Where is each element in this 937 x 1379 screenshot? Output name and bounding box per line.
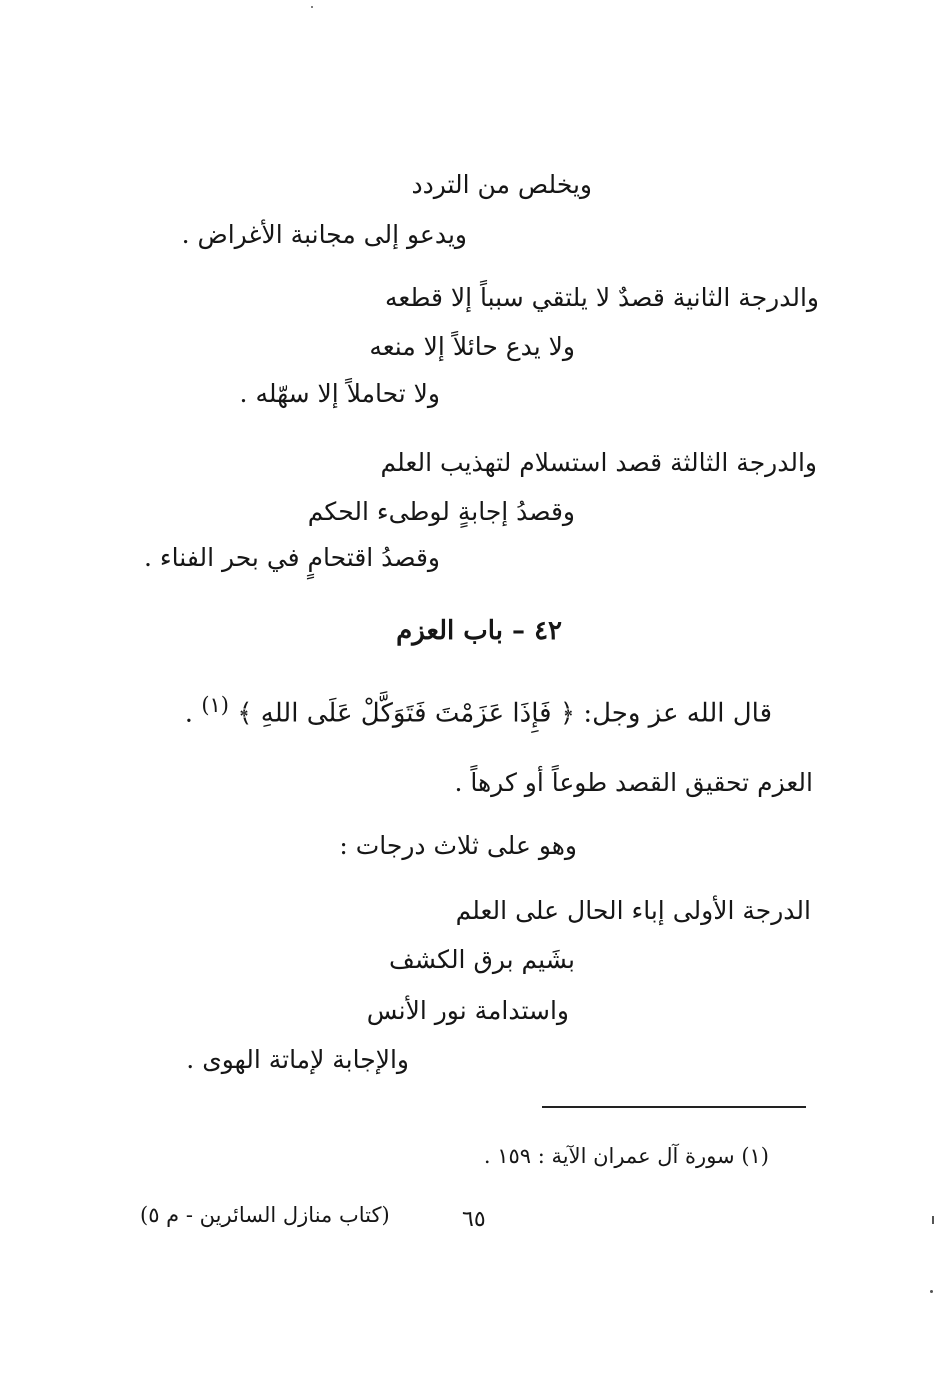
chapter-number: ٤٢ <box>534 616 562 646</box>
chapter-heading <box>396 618 562 644</box>
book-reference: (كتاب منازل السائرين - م ٥) <box>140 1203 390 1227</box>
verse-end: . <box>184 698 194 729</box>
degrees-intro: وهو على ثلاث درجات : <box>339 831 577 860</box>
scan-speck <box>311 6 313 8</box>
footnote-divider <box>542 1106 806 1108</box>
text-line: والإجابة لإماتة الهوى . <box>186 1045 409 1074</box>
text-line: والدرجة الثالثة قصد استسلام لتهذيب العلم <box>380 448 817 477</box>
scan-speck <box>932 1216 934 1224</box>
scan-speck <box>930 1290 933 1293</box>
text-line: بشَيم برق الكشف <box>388 945 575 974</box>
text-line: الدرجة الأولى إباء الحال على العلم <box>455 896 811 925</box>
verse-intro: قال الله عز وجل: <box>583 698 772 729</box>
text-line: ولا يدع حائلاً إلا منعه <box>369 332 575 361</box>
chapter-title: باب العزم <box>396 616 503 646</box>
footnote-marker: (١) <box>201 693 229 717</box>
text-line: ويدعو إلى مجانبة الأغراض . <box>181 220 467 249</box>
text-line: وقصدُ اقتحامٍ في بحر الفناء . <box>144 543 440 572</box>
verse-text: ﴿ فَإِذَا عَزَمْتَ فَتَوَكَّلْ عَلَى اللهِ ﴾ <box>237 698 576 729</box>
text-line: والدرجة الثانية قصدٌ لا يلتقي سبباً إلا قطعه <box>385 283 819 312</box>
text-line: ولا تحاملاً إلا سهّله . <box>239 379 440 408</box>
text-line: واستدامة نور الأنس <box>366 996 569 1025</box>
text-line: ويخلص من التردد <box>411 170 592 199</box>
chapter-dash: – <box>512 616 525 646</box>
text-line: وقصدُ إجابةٍ لوطىء الحكم <box>307 497 575 526</box>
verse-line <box>185 695 772 727</box>
footnote-text: (١) سورة آل عمران الآية : ١٥٩ . <box>483 1144 769 1168</box>
definition-line: العزم تحقيق القصد طوعاً أو كرهاً . <box>454 768 813 797</box>
page-number: ٦٥ <box>462 1207 486 1232</box>
